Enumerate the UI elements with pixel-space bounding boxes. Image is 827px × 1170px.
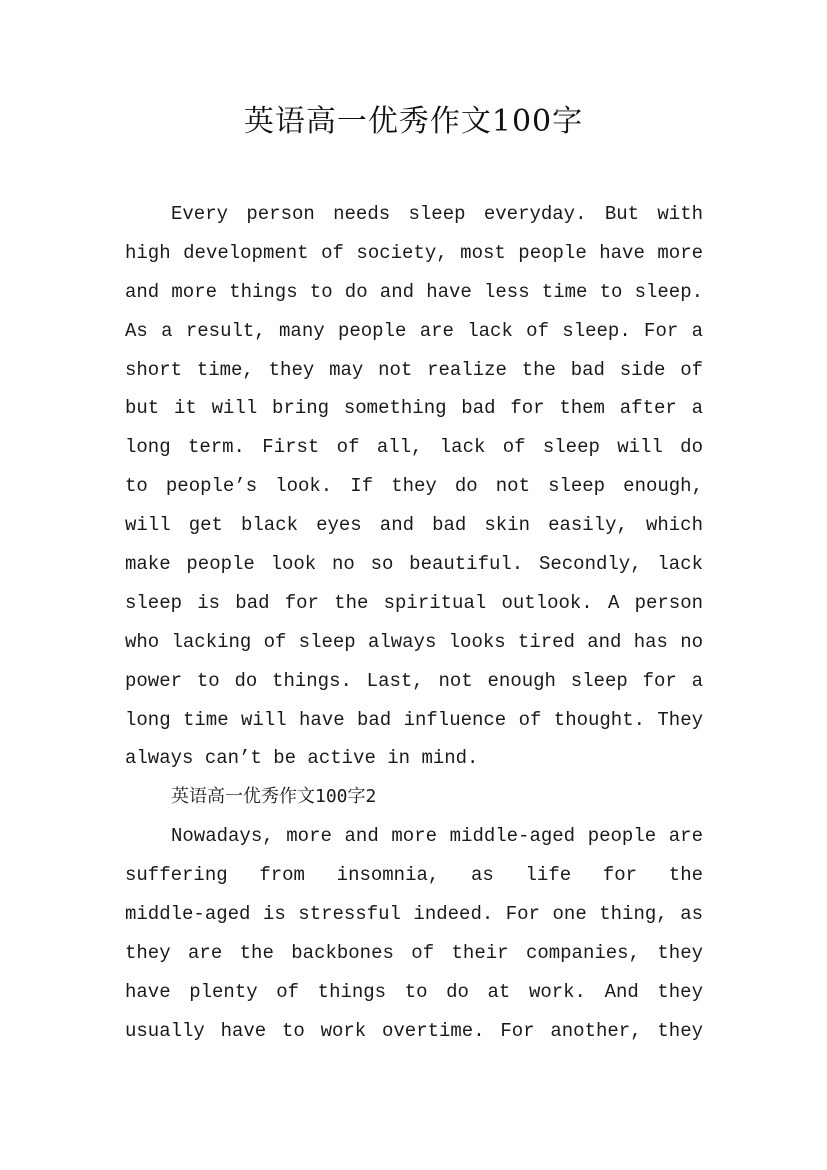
paragraph-line: long time will have bad influence of thought. They [125, 708, 703, 731]
paragraph-line: As a result, many people are lack of sleep. For a [125, 319, 703, 342]
paragraph-line: have plenty of things to do at work. And they [125, 980, 703, 1003]
paragraph-line: always can’t be active in mind. [125, 747, 479, 770]
paragraph-line: high development of society, most people have more [125, 241, 703, 264]
paragraph-line: long term. First of all, lack of sleep will do [125, 436, 703, 459]
paragraph-line: they are the backbones of their companies, they [125, 941, 703, 964]
paragraph-line: who lacking of sleep always looks tired and has no [125, 630, 703, 653]
paragraph-line: and more things to do and have less time to sleep. [125, 280, 703, 303]
paragraph-line: middle-aged is stressful indeed. For one thing, as [125, 903, 703, 926]
paragraph-line: make people look no so beautiful. Secondly, lack [125, 553, 703, 576]
paragraph-line: Nowadays, more and more middle-aged people are [171, 825, 703, 848]
paragraph-line: but it will bring something bad for them after a [125, 397, 703, 420]
paragraph-line: to people’s look. If they do not sleep enough, [125, 475, 703, 498]
section-heading: 英语高一优秀作文100字2 [171, 786, 377, 808]
paragraph-line: short time, they may not realize the bad side of [125, 358, 703, 381]
paragraph-line: sleep is bad for the spiritual outlook. A person [125, 591, 703, 614]
paragraph-line: suffering from insomnia, as life for the [125, 864, 703, 887]
paragraph-line: power to do things. Last, not enough sleep for a [125, 669, 703, 692]
document-title: 英语高一优秀作文100字 [243, 104, 584, 139]
paragraph-line: will get black eyes and bad skin easily, which [125, 514, 703, 537]
paragraph-line: Every person needs sleep everyday. But with [171, 203, 703, 225]
document-body [125, 195, 703, 1051]
paragraph-line: usually have to work overtime. For another, they [125, 1019, 703, 1042]
